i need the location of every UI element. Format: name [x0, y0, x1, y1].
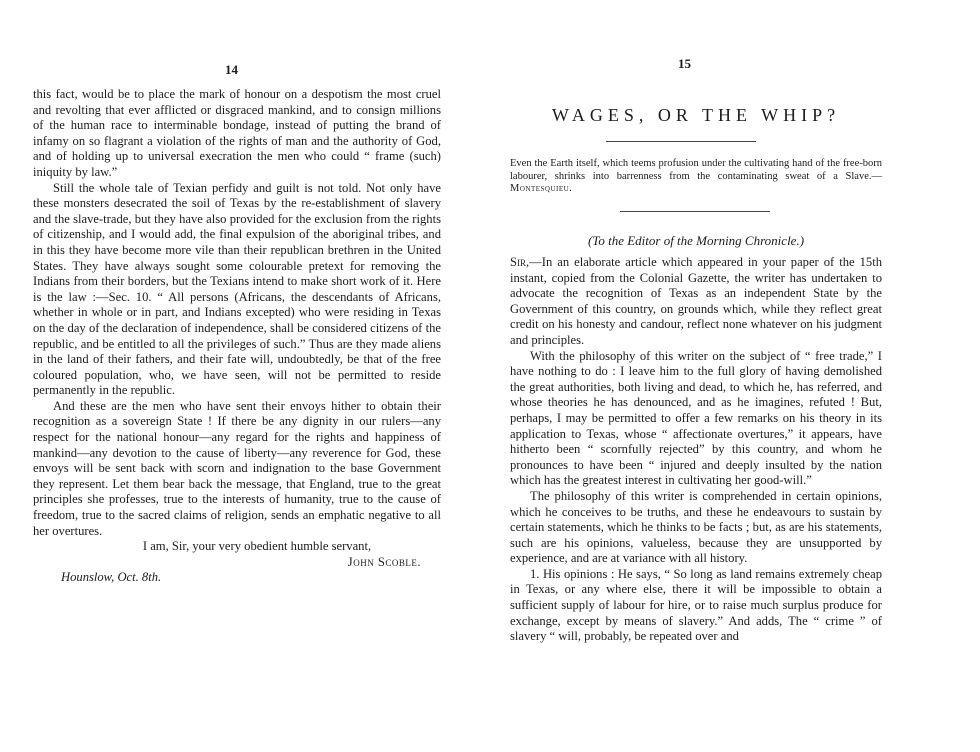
page-number: 15	[678, 56, 691, 71]
paragraph: With the philosophy of this writer on the subject of “ free trade,” I have nothing to do : I leave him to the full glory of having demolished the great authorities, both living and dead, to which he, has referred, and whose theories he has denounced, and as he imagines, refuted ! But, perhaps, I may be permitted to offer a few remarks on his theory in its application to Texas, whose “ affectionate overtures,” it appears, have hitherto been “ scornfully rejected” by this country, and whom he pronounces to have been “ injured and deeply insulted by the nation which has the greatest interest in cultivating her good-will.”	[510, 348, 882, 488]
divider	[620, 211, 770, 212]
body-text	[33, 87, 441, 586]
paragraph	[510, 255, 882, 349]
addressee: (To the Editor of the Morning Chronicle.)	[587, 233, 805, 248]
paragraph: 1. His opinions : He says, “ So long as land remains extremely cheap in Texas, or any where else, there it will be impossible to obtain a sufficient supply of labour for hire, or to raise much surplus produce for exchange, except by means of slavery.” And adds, The “ crime ” of slavery “ will, probably, be repeated over and	[510, 566, 882, 644]
paragraph: And these are the men who have sent their envoys hither to obtain their recognition as a sovereign State ! If there be any dignity in our rulers—any respect for the national honour—any regard for the rights and happiness of mankind—any devotion to the cause of liberty—any reverence for God, these envoys will be sent back with scorn and indignation to the base Government they represent. Let them bear back the message, that England, true to the great principles she professes, true to the interests of humanity, true to the cause of freedom, true to the sacred claims of religion, sends an emphatic negative to all her overtures.	[33, 398, 441, 538]
signoff: I am, Sir, your very obedient humble servant,	[142, 539, 372, 554]
paragraph: The philosophy of this writer is comprehended in certain opinions, which he conceives to be truths, and these he endeavours to sustain by certain statements, which he thinks to be facts ; but, as are his statements, such are his opinions, valueless, because they are unsupported by experience, and are at variance with all history.	[510, 488, 882, 566]
epigraph-author: Montesquieu.	[510, 183, 573, 194]
body-text	[510, 255, 882, 645]
paragraph: Still the whole tale of Texian perfidy and guilt is not told. Not only have these monsters desecrated the soil of Texas by the re-establishment of slavery and the slave-trade, but they have also provided for the exclusion from the rights of citizenship, and I would add, the final expulsion of the aboriginal tribes, and in this they have become more vile than their republican brethren in the United States. They have always sought some colourable pretext for removing the Indians from their borders, but the Texians intend to make short work of it. Here is the law :—Sec. 10. “ All persons (Africans, the descendants of Africans, whether in whole or in part, and Indians excepted) who were residing in Texas on the day of the declaration of independence, shall be considered citizens of the republic, and be entitled to all the privileges of such.” Thus are they made aliens in the land of their fathers, and their fate will, undoubtedly, be that of the free coloured population, who, we have seen, will not be permitted to reside permanently in the republic.	[33, 180, 441, 398]
salutation: Sir,	[510, 255, 530, 269]
divider	[606, 141, 756, 142]
dateline: Hounslow, Oct. 8th.	[61, 570, 162, 585]
paragraph-text: —In an elaborate article which appeared in your paper of the 15th instant, copied from the Colonial Gazette, the writer has undertaken to advocate the recognition of Texas as an independent State by the Government of this country, on grounds which, while they reflect great credit on his honesty and candour, reflect none whatever on his judgment and principles.	[510, 255, 882, 347]
signature: John Scoble.	[347, 554, 421, 569]
article-title: WAGES, OR THE WHIP?	[551, 105, 841, 125]
page-number: 14	[225, 62, 238, 77]
paragraph: this fact, would be to place the mark of honour on a despotism the most cruel and revolting that ever afflicted or disgraced mankind, and to consign millions of the human race to interminable bondage, instead of putting the brand of infamy on so flagrant a violation of the rights of man and the authority of God, and of holding up to universal execration the men who could “ frame (such) iniquity by law.”	[33, 87, 441, 179]
epigraph-text: Even the Earth itself, which teems profusion under the cultivating hand of the free-born labourer, shrinks into barrenness from the contaminating sweat of a Slave.—	[510, 158, 882, 182]
epigraph	[510, 158, 882, 196]
